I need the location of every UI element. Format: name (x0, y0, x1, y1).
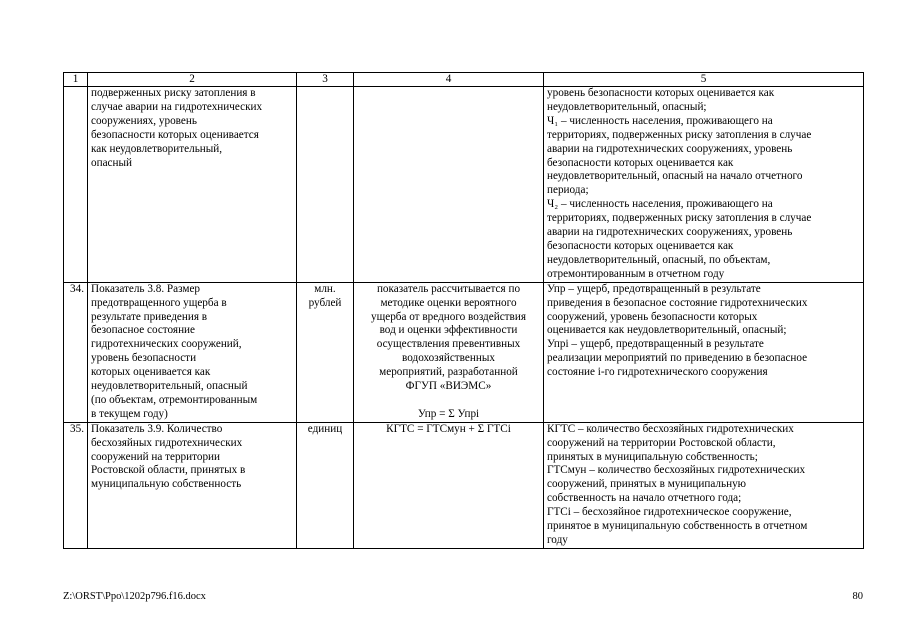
text-line: млн. (314, 282, 336, 295)
text-line: ГТСi – бесхозяйное гидротехническое сооружение, (547, 506, 792, 519)
text-line: безопасности которых оценивается как (547, 239, 734, 252)
text-line: территориях, подверженных риску затопления в случае (547, 212, 812, 225)
text-line: аварии на гидротехнических сооружениях, уровень (547, 142, 793, 155)
text-line: единиц (307, 422, 343, 435)
text-line: ГТСмун – количество бесхозяйных гидротехнических (547, 464, 806, 477)
header-col-4: 4 (354, 73, 544, 87)
text-line: Показатель 3.9. Количество (91, 422, 223, 435)
text-line: гидротехнических сооружений, (91, 338, 242, 351)
text-line: КГТС – количество бесхозяйных гидротехнических (547, 422, 794, 435)
text-line: сооружений, уровень безопасности которых (547, 310, 758, 323)
text-line: КГТС = ГТСмун + Σ ГТСi (386, 422, 511, 435)
indicator-name-cell (88, 282, 297, 422)
header-row (64, 73, 864, 87)
text-line: Упр = Σ Упрi (417, 407, 480, 420)
text-line: неудовлетворительный, опасный; (547, 100, 707, 113)
header-col-1: 1 (64, 73, 88, 87)
text-line: безопасности которых оценивается (91, 128, 259, 141)
text-line: безопасности которых оценивается как (547, 156, 734, 169)
unit-cell (297, 282, 354, 422)
method-cell (354, 282, 544, 422)
text-line: методике оценки вероятного (380, 296, 517, 309)
text-line: принятое в муниципальную собственность в отчетном (547, 520, 808, 533)
footer-file-path: Z:\ORST\Ppo\1202p796.f16.docx (63, 591, 206, 602)
header-col-2: 2 (88, 73, 297, 87)
text-line: аварии на гидротехнических сооружениях, уровень (547, 226, 793, 239)
text-line: Упр – ущерб, предотвращенный в результате (547, 282, 761, 295)
text-line: случае аварии на гидротехнических (91, 100, 263, 113)
text-line: отремонтированным в отчетном году (547, 267, 725, 280)
text-line: осуществления превентивных (376, 338, 521, 351)
text-line: реализации мероприятий по приведению в безопасное (547, 352, 808, 365)
text-line: приведения в безопасное состояние гидротехнических (547, 296, 808, 309)
text-line: (по объектам, отремонтированным (91, 393, 258, 406)
text-line: сооружений на территории (91, 450, 221, 463)
text-line: периода; (547, 184, 589, 197)
table-row (64, 87, 864, 283)
text-line: вод и оценки эффективности (379, 324, 518, 337)
table-row (64, 282, 864, 422)
text-line: ущерба от вредного воздействия (371, 310, 526, 323)
text-line: муниципальную собственность (91, 478, 242, 491)
text-line: уровень безопасности которых оценивается как (547, 87, 775, 99)
text-line: Упрi – ущерб, предотвращенный в результате (547, 338, 764, 351)
description-cell (544, 282, 864, 422)
header-col-3: 3 (297, 73, 354, 87)
method-cell (354, 422, 544, 548)
unit-cell (297, 87, 354, 283)
text-line: неудовлетворительный, опасный на начало отчетного (547, 170, 803, 183)
text-line: безопасное состояние (91, 324, 196, 337)
document-table (63, 72, 864, 549)
text-line: оценивается как неудовлетворительный, опасный; (547, 324, 787, 337)
text-line: бесхозяйных гидротехнических (91, 436, 243, 449)
text-line: уровень безопасности (91, 352, 197, 365)
row-number-cell (64, 87, 88, 283)
text-line: предотвращенного ущерба в (91, 296, 227, 309)
text-line: опасный (91, 156, 133, 169)
text-line: неудовлетворительный, опасный (91, 380, 248, 393)
text-line: собственность на начало отчетного года; (547, 492, 742, 505)
text-line: неудовлетворительный, опасный, по объектам, (547, 253, 771, 266)
row-number-cell: 35. (64, 422, 88, 548)
text-line: которых оценивается как (91, 366, 211, 379)
text-line: Ростовской области, принятых в (91, 464, 246, 477)
text-line: Ч₁ – численность населения, проживающего на (547, 114, 773, 127)
text-line: Показатель 3.8. Размер (91, 282, 201, 295)
text-line: водохозяйственных (402, 352, 495, 365)
text-line: как неудовлетворительный, (91, 142, 223, 155)
indicator-name-cell (88, 87, 297, 283)
table-row (64, 422, 864, 548)
footer-page-number: 80 (852, 591, 863, 602)
text-line (357, 394, 540, 408)
text-line: показатель рассчитывается по (376, 282, 521, 295)
text-line: состояние i-го гидротехнического сооружения (547, 366, 768, 379)
description-cell (544, 422, 864, 548)
text-line: подверженных риску затопления в (91, 87, 256, 99)
text-line: сооружений, принятых в муниципальную (547, 478, 747, 491)
text-line: Ч₂ – численность населения, проживающего на (547, 198, 773, 211)
row-number-cell: 34. (64, 282, 88, 422)
method-cell (354, 87, 544, 283)
text-line: территориях, подверженных риску затопления в случае (547, 128, 812, 141)
text-line: принятых в муниципальную собственность; (547, 450, 758, 463)
text-line: результате приведения в (91, 310, 208, 323)
text-line: сооружений на территории Ростовской области, (547, 436, 776, 449)
text-line: ФГУП «ВИЭМС» (405, 380, 492, 393)
header-col-5: 5 (544, 73, 864, 87)
indicator-name-cell (88, 422, 297, 548)
text-line: рублей (308, 296, 342, 309)
description-cell (544, 87, 864, 283)
text-line: сооружениях, уровень (91, 114, 197, 127)
text-line: мероприятий, разработанной (379, 366, 518, 379)
text-line: в текущем году) (91, 407, 168, 420)
unit-cell (297, 422, 354, 548)
text-line: году (547, 534, 568, 546)
table-body (64, 87, 864, 549)
